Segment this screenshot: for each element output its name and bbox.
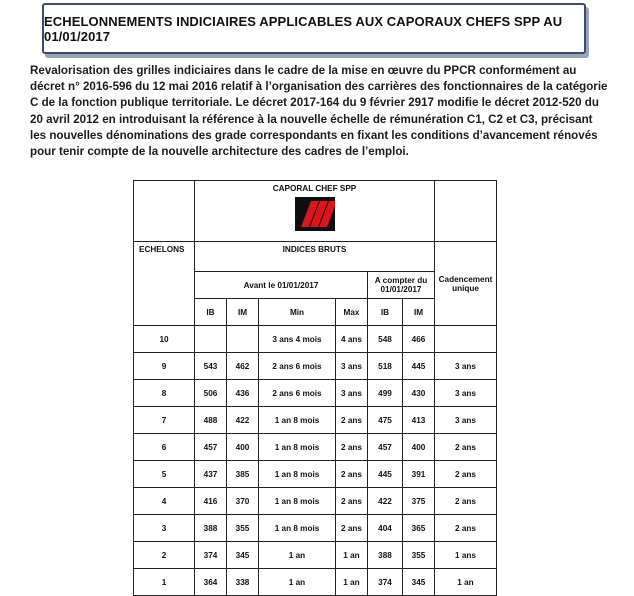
cell-ib-old: 388: [195, 515, 227, 542]
cell-ech: 6: [134, 434, 195, 461]
cell-im-new: 365: [403, 515, 435, 542]
cell-min: 2 ans 6 mois: [259, 353, 336, 380]
cell-ib-old: 543: [195, 353, 227, 380]
cell-ib-old: 457: [195, 434, 227, 461]
cell-im-new: 445: [403, 353, 435, 380]
cell-im-old: 355: [227, 515, 259, 542]
cell-ib-new: 422: [368, 488, 403, 515]
compter-header: A compter du 01/01/2017: [368, 272, 435, 299]
cell-im-new: 391: [403, 461, 435, 488]
cell-cad: 3 ans: [435, 353, 497, 380]
cell-max: 4 ans: [336, 326, 368, 353]
intro-paragraph: Revalorisation des grilles indiciaires dans le cadre de la mise en œuvre du PPCR conformément au décret n° 2016-596 du 12 mai 2016 relatif à l’organisation des carrières des fonctionnaires de la catégorie C de la fonction publique territoriale. Le décret 2017-164 du 9 février 2917 modifie le décret 2012-520 du 20 avril 2012 en introduisant la référence à la nouvelle échelle de rémunération C1, C2 et C3, précisant les nouvelles dénominations des grade correspondants en fixant les conditions d’avancement rénovés pour tenir compte de la nouvelle architecture des cadres de l’emploi.: [30, 64, 608, 159]
document-title: ECHELONNEMENTS INDICIAIRES APPLICABLES AUX CAPORAUX CHEFS SPP AU 01/01/2017: [44, 13, 563, 44]
table-row: [134, 407, 497, 434]
table-row: [134, 326, 497, 353]
cell-im-old: 345: [227, 542, 259, 569]
col-ib-old: IB: [195, 299, 227, 326]
cell-ib-new: 518: [368, 353, 403, 380]
cell-cad: 3 ans: [435, 380, 497, 407]
col-im-old: IM: [227, 299, 259, 326]
cell-im-old: 385: [227, 461, 259, 488]
cell-cad: 3 ans: [435, 407, 497, 434]
cell-ib-new: 548: [368, 326, 403, 353]
cell-cad: 1 an: [435, 569, 497, 596]
cell-ech: 8: [134, 380, 195, 407]
cell-ech: 5: [134, 461, 195, 488]
grade-header-cell: [195, 181, 435, 242]
col-min: Min: [259, 299, 336, 326]
table-row: [134, 542, 497, 569]
cell-im-new: 466: [403, 326, 435, 353]
empty-cadencement-top-cell: [435, 181, 497, 242]
grade-title: CAPORAL CHEF SPP: [272, 184, 357, 193]
cell-min: 1 an 8 mois: [259, 488, 336, 515]
avant-header: Avant le 01/01/2017: [195, 272, 368, 299]
cell-ib-old: 437: [195, 461, 227, 488]
cell-im-old: 436: [227, 380, 259, 407]
cell-ib-new: 457: [368, 434, 403, 461]
table-row: [134, 353, 497, 380]
cell-ech: 7: [134, 407, 195, 434]
cell-max: 3 ans: [336, 353, 368, 380]
cell-ib-old: 488: [195, 407, 227, 434]
cell-cad: 2 ans: [435, 434, 497, 461]
cell-max: 2 ans: [336, 434, 368, 461]
cell-cad: 2 ans: [435, 515, 497, 542]
cell-min: 1 an: [259, 569, 336, 596]
cell-min: 2 ans 6 mois: [259, 380, 336, 407]
cell-min: 1 an: [259, 542, 336, 569]
cell-ib-old: 506: [195, 380, 227, 407]
cell-ech: 2: [134, 542, 195, 569]
cell-im-old: 338: [227, 569, 259, 596]
cell-max: 2 ans: [336, 461, 368, 488]
cell-max: 2 ans: [336, 407, 368, 434]
cell-im-old: 370: [227, 488, 259, 515]
cell-ib-new: 445: [368, 461, 403, 488]
cell-im-old: 462: [227, 353, 259, 380]
cell-max: 3 ans: [336, 380, 368, 407]
cell-cad: 2 ans: [435, 488, 497, 515]
cell-im-new: 345: [403, 569, 435, 596]
table-row: [134, 380, 497, 407]
cell-im-new: 400: [403, 434, 435, 461]
cell-min: 3 ans 4 mois: [259, 326, 336, 353]
cell-im-old: 422: [227, 407, 259, 434]
table-row: [134, 569, 497, 596]
table-row: [134, 515, 497, 542]
cell-cad: [435, 326, 497, 353]
cell-ech: 4: [134, 488, 195, 515]
cell-ib-new: 499: [368, 380, 403, 407]
cell-im-old: [227, 326, 259, 353]
echelons-header: ECHELONS: [134, 242, 195, 326]
col-ib-new: IB: [368, 299, 403, 326]
cell-cad: 2 ans: [435, 461, 497, 488]
cadencement-header: Cadencement unique: [435, 242, 497, 326]
cell-ib-old: 374: [195, 542, 227, 569]
table-row: [134, 488, 497, 515]
cell-max: 2 ans: [336, 488, 368, 515]
cell-min: 1 an 8 mois: [259, 434, 336, 461]
col-max: Max: [336, 299, 368, 326]
cell-ib-old: 364: [195, 569, 227, 596]
table-row: [134, 434, 497, 461]
cell-max: 1 an: [336, 569, 368, 596]
cell-max: 2 ans: [336, 515, 368, 542]
cell-ech: 3: [134, 515, 195, 542]
cell-ib-old: [195, 326, 227, 353]
table-row: [134, 461, 497, 488]
indices-bruts-header: INDICES BRUTS: [195, 242, 435, 272]
col-im-new: IM: [403, 299, 435, 326]
cell-ib-new: 404: [368, 515, 403, 542]
cell-im-new: 413: [403, 407, 435, 434]
cell-min: 1 an 8 mois: [259, 515, 336, 542]
cell-ib-old: 416: [195, 488, 227, 515]
salary-grid-table: [133, 180, 497, 596]
cell-ib-new: 388: [368, 542, 403, 569]
document-title-box: [42, 3, 586, 54]
cell-im-new: 375: [403, 488, 435, 515]
cell-ib-new: 374: [368, 569, 403, 596]
cell-im-new: 430: [403, 380, 435, 407]
cell-ech: 1: [134, 569, 195, 596]
cell-min: 1 an 8 mois: [259, 461, 336, 488]
fire-service-stripes-logo-icon: [295, 197, 335, 231]
cell-min: 1 an 8 mois: [259, 407, 336, 434]
cell-max: 1 an: [336, 542, 368, 569]
cell-ech: 9: [134, 353, 195, 380]
cell-im-old: 400: [227, 434, 259, 461]
cell-ib-new: 475: [368, 407, 403, 434]
cell-im-new: 355: [403, 542, 435, 569]
cell-ech: 10: [134, 326, 195, 353]
cell-cad: 1 ans: [435, 542, 497, 569]
empty-corner-cell: [134, 181, 195, 242]
